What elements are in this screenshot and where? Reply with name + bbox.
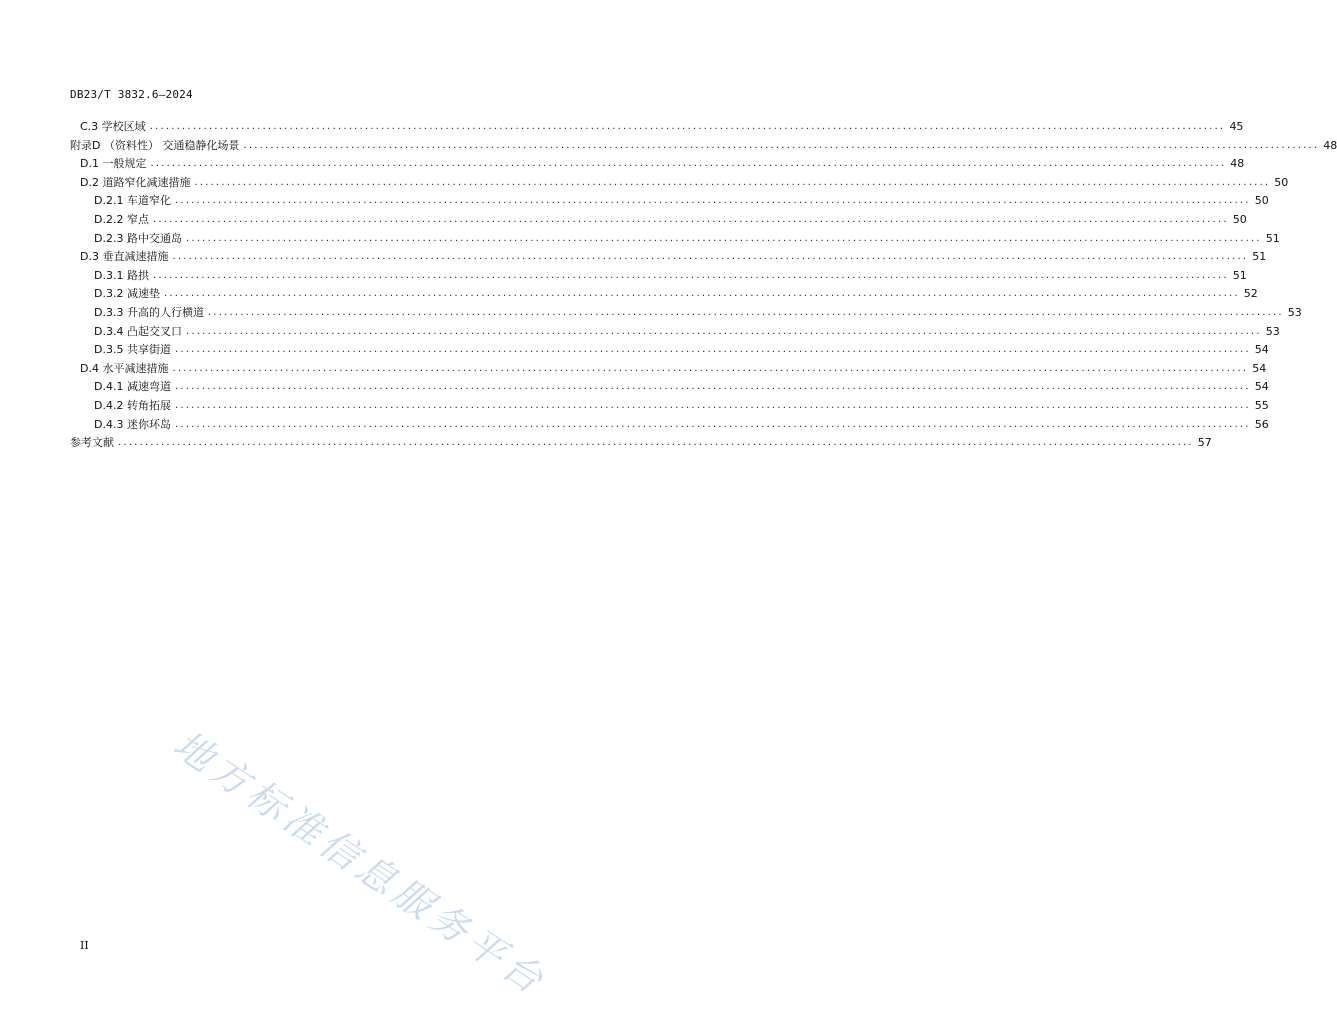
toc-dot-leader: ........................................................................................................................................................................................................ — [163, 288, 1240, 300]
toc-dot-leader: ........................................................................................................................................................................................................ — [185, 325, 1262, 337]
toc-entry-page: 48 — [1230, 157, 1245, 171]
toc-entry-label: D.1 一般规定 — [80, 157, 147, 171]
toc-entry-page: 56 — [1254, 417, 1269, 431]
toc-entry-page: 51 — [1232, 268, 1247, 282]
toc-dot-leader: ........................................................................................................................................................................................................ — [243, 139, 1320, 151]
toc-dot-leader: ........................................................................................................................................................................................................ — [194, 176, 1271, 188]
watermark-text: 地方标准信息服务平台 — [165, 722, 556, 1005]
toc-entry[interactable] — [94, 192, 1269, 210]
toc-entry-label: D.3.3 升高的人行横道 — [94, 306, 204, 319]
toc-dot-leader: ........................................................................................................................................................................................................ — [149, 121, 1226, 132]
toc-entry-page: 54 — [1254, 343, 1269, 357]
toc-entry-label: D.2.3 路中交通岛 — [94, 231, 182, 245]
toc-entry[interactable] — [94, 416, 1269, 434]
toc-entry-label: D.3.2 减速垫 — [94, 287, 160, 301]
toc-entry[interactable] — [80, 155, 1245, 173]
toc-entry-label: 附录D （资料性） 交通稳静化场景 — [70, 138, 240, 152]
toc-entry[interactable] — [94, 285, 1258, 303]
toc-entry[interactable] — [80, 248, 1267, 266]
toc-entry-page: 45 — [1229, 120, 1244, 133]
toc-entry-label: D.2.2 窄点 — [94, 213, 149, 226]
toc-dot-leader: ........................................................................................................................................................................................................ — [174, 344, 1251, 356]
toc-entry-label: D.4.3 迷你环岛 — [94, 417, 171, 431]
toc-dot-leader: ........................................................................................................................................................................................................ — [174, 400, 1251, 411]
toc-entry-label: D.4 水平减速措施 — [80, 361, 169, 375]
toc-entry-page: 53 — [1287, 306, 1302, 319]
toc-entry[interactable] — [94, 304, 1302, 322]
toc-dot-leader: ........................................................................................................................................................................................................ — [118, 437, 1194, 449]
toc-dot-leader: ........................................................................................................................................................................................................ — [150, 158, 1227, 170]
toc-entry-label: D.4.1 减速弯道 — [94, 380, 171, 394]
toc-entry-label: D.2.1 车道窄化 — [94, 194, 171, 208]
toc-entry-page: 54 — [1252, 361, 1267, 375]
toc-entry[interactable] — [94, 267, 1247, 285]
toc-entry-page: 50 — [1254, 194, 1269, 208]
toc-entry-label: D.3.1 路拱 — [94, 268, 149, 282]
toc-entry-page: 52 — [1243, 287, 1258, 301]
toc-entry[interactable] — [70, 137, 1337, 155]
toc-entry-page: 48 — [1323, 138, 1337, 152]
toc-entry-page: 50 — [1232, 213, 1247, 226]
toc-entry-page: 51 — [1252, 250, 1267, 264]
toc-dot-leader: ........................................................................................................................................................................................................ — [152, 269, 1229, 281]
toc-entry[interactable] — [94, 378, 1269, 396]
toc-entry-page: 50 — [1274, 175, 1289, 189]
toc-dot-leader: ........................................................................................................................................................................................................ — [152, 214, 1229, 225]
toc-entry[interactable] — [94, 211, 1247, 229]
toc-entry-page: 57 — [1197, 436, 1212, 450]
toc-dot-leader: ........................................................................................................................................................................................................ — [185, 232, 1262, 244]
toc-dot-leader: ........................................................................................................................................................................................................ — [174, 418, 1251, 430]
toc-entry[interactable] — [80, 174, 1289, 192]
document-code-header: DB23/T 3832.6—2024 — [70, 88, 193, 101]
toc-entry-label: D.2 道路窄化减速措施 — [80, 175, 191, 189]
toc-dot-leader: ........................................................................................................................................................................................................ — [172, 251, 1249, 263]
toc-entry-page: 55 — [1254, 399, 1269, 412]
toc-entry-label: D.4.2 转角拓展 — [94, 399, 171, 412]
toc-entry[interactable] — [80, 360, 1267, 378]
toc-entry-page: 53 — [1265, 324, 1280, 338]
toc-entry[interactable] — [94, 323, 1280, 341]
toc-entry[interactable] — [94, 341, 1269, 359]
toc-entry[interactable] — [70, 434, 1212, 452]
toc-entry[interactable] — [94, 230, 1280, 248]
toc-dot-leader: ........................................................................................................................................................................................................ — [174, 381, 1251, 393]
toc-entry-label: 参考文献 — [70, 436, 114, 450]
page-number: II — [80, 939, 89, 952]
toc-entry-label: D.3.4 凸起交叉口 — [94, 324, 182, 338]
toc-entry-label: D.3.5 共享街道 — [94, 343, 171, 357]
toc-entry-page: 51 — [1265, 231, 1280, 245]
toc-dot-leader: ........................................................................................................................................................................................................ — [172, 362, 1249, 374]
toc-entry-label: D.3 垂直减速措施 — [80, 250, 169, 264]
toc-dot-leader: ........................................................................................................................................................................................................ — [174, 195, 1251, 207]
toc-entry[interactable] — [94, 397, 1269, 415]
toc-entry[interactable] — [80, 118, 1244, 136]
toc-entry-label: C.3 学校区域 — [80, 120, 146, 133]
toc-entry-page: 54 — [1254, 380, 1269, 394]
toc-dot-leader: ........................................................................................................................................................................................................ — [207, 307, 1284, 318]
